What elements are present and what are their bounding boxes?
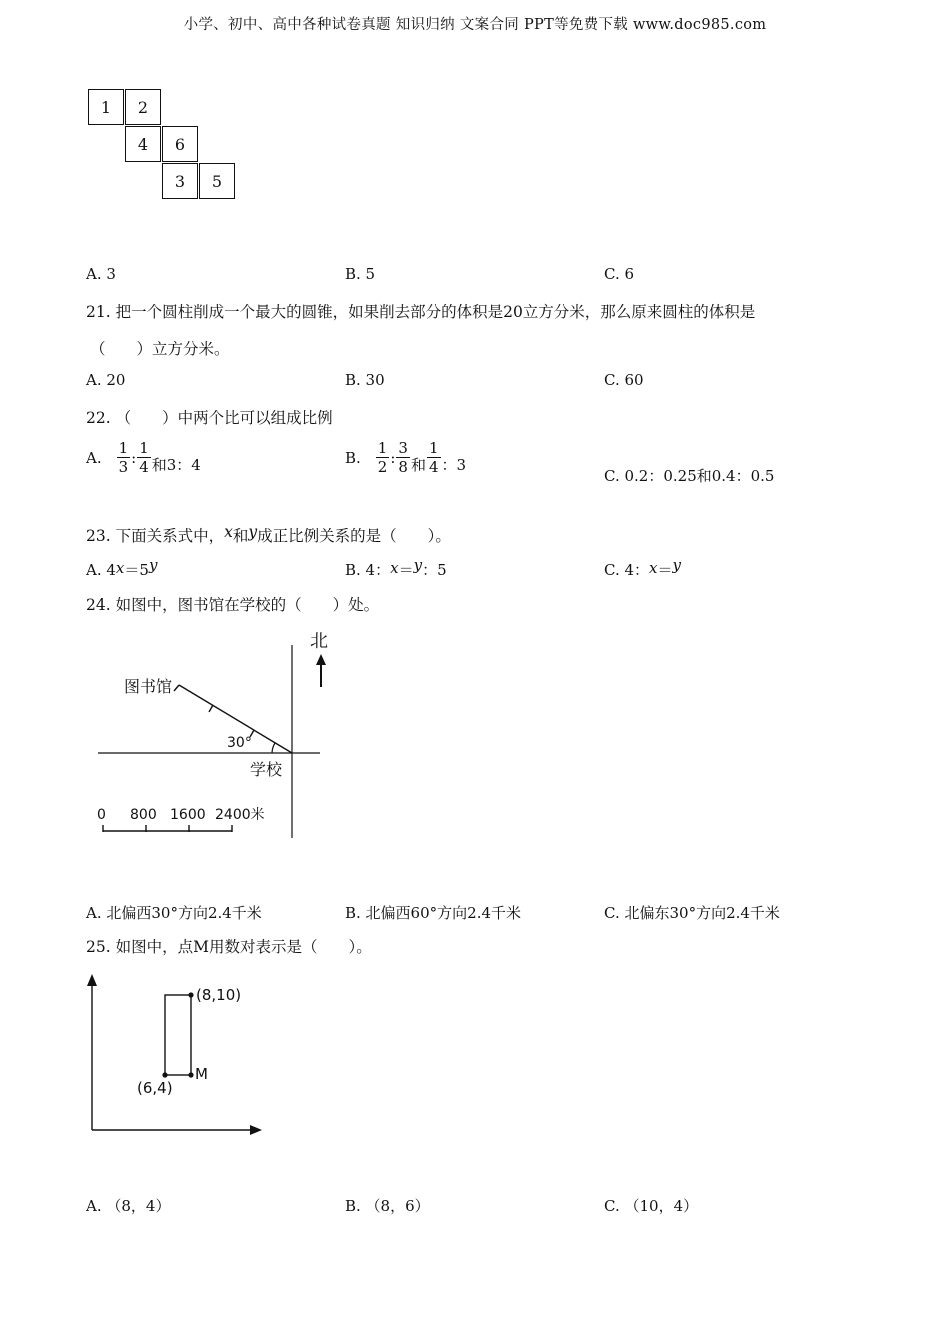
var-y: y bbox=[413, 556, 423, 574]
option-label: B. bbox=[345, 448, 361, 467]
fraction bbox=[396, 438, 410, 476]
q21-option-b[interactable]: B. 30 bbox=[345, 371, 385, 389]
angle-arc bbox=[272, 743, 275, 753]
y-axis-arrow-icon bbox=[87, 974, 97, 986]
option-rest: ：3 bbox=[441, 456, 467, 474]
fraction bbox=[376, 438, 390, 476]
north-arrow-icon bbox=[316, 654, 326, 665]
option-pre: B. 4： bbox=[345, 561, 391, 579]
scale-label: 1600 bbox=[170, 807, 206, 823]
net-cell: 6 bbox=[162, 126, 198, 162]
q21-stem-line2: （ ）立方分米。 bbox=[90, 340, 230, 358]
net-cell: 4 bbox=[125, 126, 161, 162]
fraction bbox=[137, 438, 151, 476]
q21-option-c[interactable]: C. 60 bbox=[604, 371, 644, 389]
q24-stem: 24. 如图中，图书馆在学校的（ ）处。 bbox=[86, 596, 380, 614]
direction-diagram bbox=[90, 625, 340, 845]
q21-stem-line1: 21. 把一个圆柱削成一个最大的圆锥，如果削去部分的体积是20立方分米，那么原来圆柱的体积是 bbox=[86, 303, 756, 321]
q24-option-b[interactable]: B. 北偏西60°方向2.4千米 bbox=[345, 904, 522, 922]
colon: : bbox=[390, 448, 396, 467]
option-mid: 和 bbox=[410, 456, 426, 474]
denominator: 8 bbox=[398, 457, 408, 476]
stem-mid: 和 bbox=[232, 527, 249, 545]
denominator: 4 bbox=[428, 457, 439, 476]
q23-option-a[interactable] bbox=[86, 556, 158, 580]
option-rest: 和3：4 bbox=[151, 456, 201, 474]
net-cell: 3 bbox=[162, 163, 198, 199]
point-m bbox=[188, 1072, 193, 1077]
rectangle bbox=[165, 995, 191, 1075]
var-y: y bbox=[148, 556, 158, 574]
denominator: 2 bbox=[377, 457, 388, 476]
q25-option-a[interactable]: A. （8，4） bbox=[86, 1197, 171, 1215]
point-m-label: M bbox=[195, 1065, 208, 1083]
page-header: 小学、初中、高中各种试卷真题 知识归纳 文案合同 PPT等免费下载 www.doc985.com bbox=[183, 17, 767, 33]
option-label: A. bbox=[86, 448, 102, 467]
numerator: 3 bbox=[398, 438, 408, 457]
net-cell: 1 bbox=[88, 89, 124, 125]
tick-mark bbox=[174, 685, 179, 691]
scale-label: 800 bbox=[130, 807, 157, 823]
top-point-label: (8,10) bbox=[196, 986, 242, 1004]
scale-label: 0 bbox=[97, 807, 106, 823]
point-bottom-left bbox=[162, 1072, 167, 1077]
option-pre: A. 4 bbox=[86, 561, 116, 579]
var-y: y bbox=[248, 523, 258, 541]
var-x: x bbox=[390, 559, 399, 577]
q23-option-c[interactable] bbox=[604, 556, 681, 580]
option-mid: ＝5 bbox=[124, 561, 149, 579]
stem-post: 成正比例关系的是（ ）。 bbox=[257, 527, 451, 545]
net-cell: 5 bbox=[199, 163, 235, 199]
q22-option-c[interactable]: C. 0.2：0.25和0.4：0.5 bbox=[604, 467, 775, 485]
var-x: x bbox=[115, 559, 125, 577]
q24-option-c[interactable]: C. 北偏东30°方向2.4千米 bbox=[604, 904, 780, 922]
point-top-right bbox=[188, 992, 193, 997]
numerator: 1 bbox=[139, 438, 149, 457]
q20-option-b[interactable]: B. 5 bbox=[345, 265, 376, 283]
denominator: 4 bbox=[139, 457, 149, 476]
q22-stem: 22. （ ）中两个比可以组成比例 bbox=[86, 409, 333, 427]
stem-pre: 23. 下面关系式中， bbox=[86, 527, 225, 545]
q23-stem bbox=[86, 524, 451, 546]
var-x: x bbox=[649, 559, 658, 577]
fraction bbox=[427, 438, 441, 476]
q20-option-a[interactable]: A. 3 bbox=[86, 265, 116, 283]
net-cell: 2 bbox=[125, 89, 161, 125]
x-axis-arrow-icon bbox=[250, 1125, 262, 1135]
q20-option-c[interactable]: C. 6 bbox=[604, 265, 635, 283]
coordinate-diagram bbox=[84, 968, 284, 1143]
scale-label: 2400米 bbox=[215, 807, 265, 823]
numerator: 1 bbox=[428, 438, 439, 457]
fraction bbox=[117, 438, 131, 476]
q22-option-b[interactable] bbox=[345, 440, 466, 475]
q25-option-b[interactable]: B. （8，6） bbox=[345, 1197, 430, 1215]
q24-option-a[interactable]: A. 北偏西30°方向2.4千米 bbox=[86, 904, 262, 922]
school-label: 学校 bbox=[250, 760, 283, 779]
colon: : bbox=[131, 448, 137, 467]
q21-option-a[interactable]: A. 20 bbox=[86, 371, 126, 389]
numerator: 1 bbox=[118, 438, 129, 457]
var-x: x bbox=[224, 523, 233, 541]
bottom-point-label: (6,4) bbox=[137, 1079, 173, 1097]
numerator: 1 bbox=[377, 438, 388, 457]
q25-stem: 25. 如图中，点M用数对表示是（ ）。 bbox=[86, 938, 372, 956]
library-label: 图书馆 bbox=[124, 677, 173, 696]
tick-mark bbox=[209, 705, 213, 712]
option-post: ：5 bbox=[422, 561, 447, 579]
q25-option-c[interactable]: C. （10，4） bbox=[604, 1197, 699, 1215]
option-mid: ＝ bbox=[398, 561, 414, 579]
angle-label: 30° bbox=[227, 735, 252, 751]
q23-option-b[interactable] bbox=[345, 556, 447, 580]
q22-option-a[interactable] bbox=[86, 440, 201, 475]
option-mid: ＝ bbox=[657, 561, 673, 579]
option-pre: C. 4： bbox=[604, 561, 650, 579]
denominator: 3 bbox=[118, 457, 129, 476]
var-y: y bbox=[672, 556, 681, 574]
north-label: 北 bbox=[310, 631, 328, 652]
